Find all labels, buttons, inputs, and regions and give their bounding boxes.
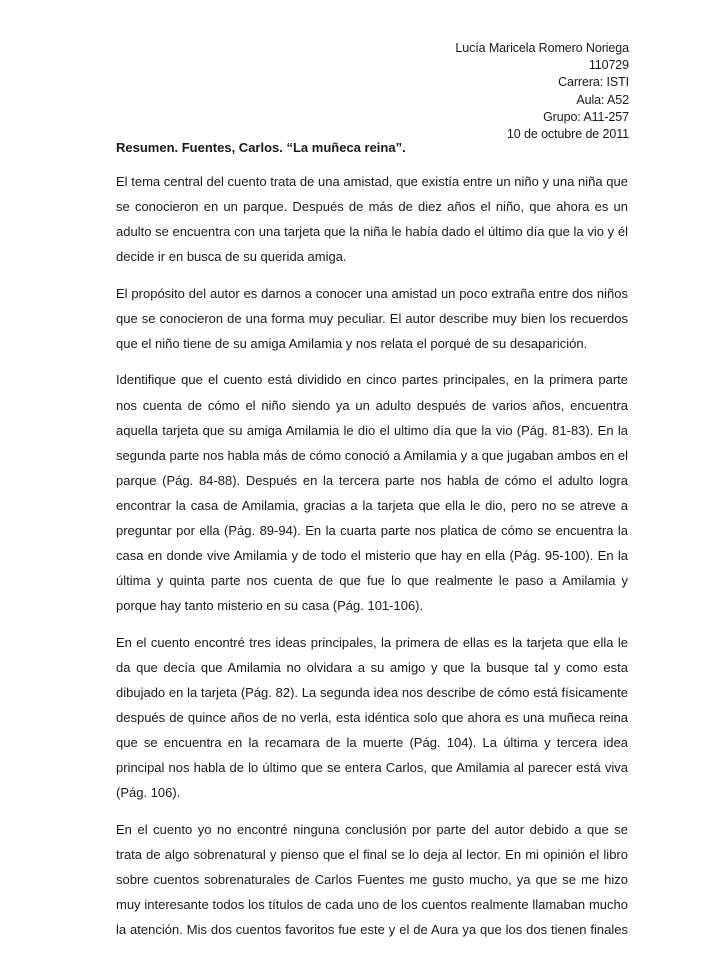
document-title: Resumen. Fuentes, Carlos. “La muñeca reina”.	[116, 140, 406, 155]
group-line: Grupo: A11-257	[543, 109, 629, 124]
date-line: 10 de octubre de 2011	[506, 127, 629, 142]
paragraph-purpose: El propósito del autor es darnos a conocer una amistad un poco extraña entre dos niños que se conocieron de una forma muy peculiar. El autor describe muy bien los recuerdos que el niño tiene de su amiga Amilamia y nos relata el porqué de su desaparición.	[116, 285, 628, 351]
author-header	[455, 40, 629, 143]
career-line: Carrera: ISTI	[558, 75, 629, 90]
paragraph-structure: Identifique que el cuento está dividido en cinco partes principales, en la primera parte nos cuenta de cómo el niño siendo ya un adulto después de varios años, encuentra aquella tarjeta que su amiga Amilamia le dio el ultimo día que la vio (Pág. 81-83). En la segunda parte nos habla más de cómo conoció a Amilamia y a que jugaban ambos en el parque (Pág. 84-88). Después en la tercera parte nos habla de cómo el adulto logra encontrar la casa de Amilamia, gracias a la tarjeta que ella le dio, pero no se atreve a preguntar por ella (Pág. 89-94). En la cuarta parte nos platica de cómo se encuentra la casa en donde vive Amilamia y de todo el misterio que hay en ella (Pág. 95-100). En la última y quinta parte nos cuenta de que fue lo que realmente le paso a Amilamia y porque hay tanto misterio en su casa (Pág. 101-106).	[116, 372, 628, 614]
document-body	[116, 169, 628, 954]
classroom-line: Aula: A52	[576, 92, 629, 107]
paragraph-conclusion: En el cuento yo no encontré ninguna conclusión por parte del autor debido a que se trata de algo sobrenatural y pienso que el final se lo deja al lector. En mi opinión el libro sobre cuentos sobrenaturales de Carlos Fuentes me gusto mucho, ya que se me hizo muy interesante todos los títulos de cada uno de los cuentos realmente llamaban mucho la atención. Mis dos cuentos favoritos fue este y el de Aura ya que los dos tienen finales	[116, 821, 628, 938]
paragraph-theme: El tema central del cuento trata de una amistad, que existía entre un niño y una niña que se conocieron en un parque. Después de más de diez años el niño, que ahora es un adulto se encuentra con una tarjeta que la niña le había dado el último día que la vio y él decide ir en busca de su querida amiga.	[116, 174, 628, 265]
student-id: 110729	[588, 58, 629, 73]
author-name: Lucía Maricela Romero Noriega	[455, 41, 629, 55]
paragraph-main-ideas: En el cuento encontré tres ideas principales, la primera de ellas es la tarjeta que ella le da que decía que Amilamia no olvidara a su amigo y que la busque tal y como esta dibujado en la tarjeta (Pág. 82). La segunda idea nos describe de cómo está físicamente después de quince años de no verla, esta idéntica solo que ahora es una muñeca reina que se encuentra en la recamara de la muerte (Pág. 104). La última y tercera idea principal nos habla de lo último que se entera Carlos, que Amilamia al parecer está viva (Pág. 106).	[116, 634, 628, 801]
